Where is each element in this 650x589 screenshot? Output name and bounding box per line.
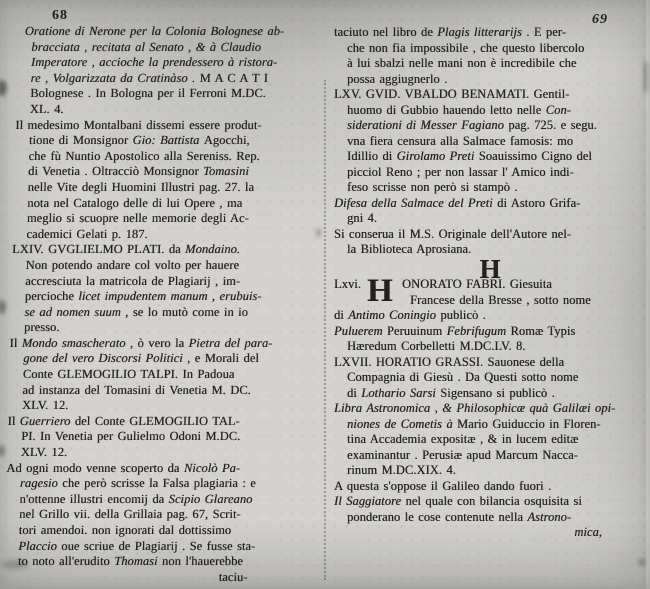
text-line [6,461,308,477]
catchword [334,525,646,541]
text-line [31,40,319,56]
roman-text-segment: XLV. 12. [20,445,68,460]
italic-text-segment: Il Saggiatore [334,494,406,508]
italic-text-segment: Guerriero [19,413,76,428]
text-line [334,355,646,371]
roman-text-segment: Il medesimo Montalbani dissemi essere produt- [15,117,262,132]
roman-text-segment: percioche [24,289,79,304]
roman-text-segment: H [479,253,501,284]
text-line [334,87,646,103]
roman-text-segment: Hæredum Corbelletti M.DC.LV. 8. [347,339,526,353]
roman-text-segment: publicò . [440,308,486,322]
roman-text-segment: Peruuinum [386,323,447,338]
roman-text-segment: possa aggiugnerlo . [347,71,448,86]
roman-text-segment: LXV. GVID. VBALDO BENAMATI. Gentil- [334,87,570,101]
italic-text-segment: Oratione di Nerone per la Colonia Bolognese ab- [24,24,285,38]
italic-text-segment: se ad nomen suum [24,304,122,319]
roman-text-segment: , e Morali del [186,351,260,366]
text-line [347,211,646,227]
roman-text-segment: del Conte GLEMOGILIO TAL- [74,413,240,428]
italic-text-segment: bracciata , recitata al Senato , & à Claudio [31,39,262,54]
italic-text-segment: licet impudentem manum , erubuis- [78,289,262,304]
italic-text-segment: ragesio [19,476,63,491]
roman-text-segment: di [347,385,362,400]
roman-text-segment: Romæ Typis [510,323,576,338]
roman-text-segment: Il [7,413,20,428]
text-line [25,274,313,290]
roman-text-segment: Si conserua il M.S. Originale dell'Autore nel- [334,226,572,241]
text-line [7,414,309,430]
italic-text-segment: Mondaino. [184,242,241,257]
roman-text-segment: presso. [23,320,60,335]
roman-text-segment: nel Grillo vii. della Grillaia pag. 67, Scrit- [18,507,241,522]
text-line [347,448,646,464]
text-line [347,149,646,165]
italic-text-segment: re , Volgarizzata da Cratinàso . [30,70,196,85]
column-divider-rule [324,80,326,580]
italic-text-segment: Placcio [18,538,62,553]
text-line [18,539,306,555]
roman-text-segment: to noto all'erudito [17,554,115,569]
text-line [28,149,316,165]
roman-text-segment: Francese della Bresse , sotto nome [410,292,591,307]
roman-text-segment: M A C A T I [195,70,269,85]
text-line [22,383,310,399]
text-line [23,351,311,367]
italic-text-segment: niones de Cometis à [347,416,458,431]
roman-text-segment: cademici Gelati p. 187. [26,226,148,241]
text-line [30,102,318,118]
text-line [334,324,646,340]
italic-text-segment: Gio: Battista [132,133,205,148]
roman-text-segment: gni 4. [347,211,378,225]
roman-text-segment: Conte GLEMOGILIO TALPI. In Padoua [22,367,235,382]
text-line [19,523,307,539]
italic-text-segment: Libra Astronomica , & Philosophicæ quà Galilæi opi- [334,401,616,415]
roman-text-segment: XLV. 12. [21,398,69,413]
roman-text-segment: n'ottenne illustri encomij da [19,491,169,506]
roman-text-segment: Idillio di [347,149,397,163]
roman-text-segment: la Biblioteca Aprosiana. [347,242,472,256]
page-edge-highlight [646,0,650,589]
text-line [31,55,319,71]
roman-text-segment: picciol Reno ; per non lassar l' Amico indi- [347,164,574,179]
roman-text-segment: tori amendoi. non ignorati dal dottissimo [18,523,232,537]
roman-text-segment: Il [9,335,23,350]
roman-text-segment: Bolognese . In Bologna per il Ferroni M.DC. [30,86,267,101]
entry-numeral: Lxvi. [334,277,361,291]
left-text-column [0,24,320,585]
roman-text-segment: . E per- [526,25,566,39]
text-line [334,196,646,212]
text-line [334,308,646,324]
roman-text-segment: accresciuta la matricola de Plagiarij , im- [25,273,241,288]
roman-text-segment: feso scrisse non però si stampò . [347,180,518,194]
roman-text-segment: di Astoro Grifa- [497,195,581,210]
text-line [27,196,315,212]
italic-text-segment: Girolamo Preti [396,149,479,163]
text-line [347,370,646,386]
italic-text-segment: Plagis litterarijs [437,25,527,39]
text-line [30,71,318,87]
roman-text-segment: Non potendo andare col volto per hauere [25,257,240,272]
text-line [25,258,313,274]
ink-smudge [316,228,321,237]
text-line [19,492,307,508]
dropcap-text [402,277,552,293]
italic-text-segment: Tomasini [202,164,250,179]
roman-text-segment: in Floren- [544,416,601,431]
roman-text-segment: taciu- [218,569,248,584]
ink-smudge [638,558,646,566]
italic-text-segment: Difesa della Salmace del Preti [334,195,498,210]
text-line [334,25,646,41]
roman-text-segment: LXVII. HORATIO GRASSI. Sauonese della [334,354,565,369]
italic-text-segment: Imperatore , accioche la prendessero à ristora- [30,55,278,70]
text-line [23,367,311,383]
text-line [24,305,312,321]
text-line [28,180,316,196]
text-line [347,386,646,402]
roman-text-segment: pag. 725. e segu. [508,118,597,132]
text-line [21,445,309,461]
page-number-right: 69 [592,12,608,27]
roman-text-segment: nota nel Catalogo delle di lui Opere , ma [27,195,243,210]
italic-text-segment: Febrifugum [446,323,511,338]
roman-text-segment: tina Accademia expositæ , & in lucem editæ [347,432,579,446]
text-line [347,510,646,526]
roman-text-segment: à lui sbalzi nelle mani non è incredibile che [347,56,577,70]
italic-text-segment: Astrono- [527,509,572,524]
text-line [29,133,317,149]
italic-text-segment: Pietra del para- [188,335,273,350]
text-line [347,432,646,448]
italic-text-segment: mica, [574,525,602,539]
italic-text-segment: Puluerem [334,323,387,338]
roman-text-segment: XL. 4. [29,101,64,116]
text-line [347,72,646,88]
roman-text-segment: A questa s'oppose il Galileo dando fuori . [334,478,552,493]
italic-text-segment: siderationi di Messer Fagiano [347,118,509,132]
roman-text-segment: ad instanza del Tomasini di Venetia M. DC. [22,382,252,397]
roman-text-segment: Soauissimo Cigno del [478,149,592,163]
roman-text-segment: che non fia impossibile , che questo libercolo [347,40,585,55]
roman-text-segment: ponderano le cose contenute nella [347,509,528,524]
text-line [334,494,646,510]
roman-text-segment: Sigensano si publicò . [440,385,555,400]
roman-text-segment: Compagnia di Giesù . Da Questi sotto nome [347,370,579,384]
roman-text-segment: tione di Monsignor [28,133,133,148]
roman-text-segment: oue scriue de Plagiarij . Se fusse sta- [61,538,256,553]
roman-text-segment: non l'hauerebbe [161,554,244,569]
italic-text-segment: Thomasi [114,554,163,569]
roman-text-segment: che però scrisse la Falsa plagiaria : e [62,476,257,491]
roman-text-segment: nel quale con bilancia osquisita si [405,494,582,508]
italic-text-segment: Con- [545,102,571,117]
text-line [347,134,646,150]
text-line [21,429,309,445]
roman-text-segment: PI. In Venetia per Gulielmo Odoni M.DC. [21,429,241,444]
italic-text-segment: Antimo Coningio [348,308,441,322]
text-line [30,86,318,102]
italic-text-segment: Nicolò Pa- [183,460,241,475]
roman-text-segment: examinantur . Perusiæ apud Marcum Nacca- [347,447,578,462]
roman-text-segment: ò vero la [132,335,189,350]
text-line [24,320,312,336]
roman-text-segment: di [334,308,349,322]
text-line [347,339,646,355]
italic-text-segment: Scipio Glareano [168,491,253,506]
roman-text-segment: huomo di Gubbio hauendo letto nelle [347,102,546,117]
roman-text-segment: Mario Guiduccio [457,416,545,431]
text-line [347,180,646,196]
roman-text-segment: Ad ogni modo venne scoperto da [6,460,185,475]
text-line [18,554,306,570]
text-line [9,336,311,352]
text-line [22,398,310,414]
text-line [347,103,646,119]
text-line [19,507,307,523]
text-line [20,476,308,492]
text-line [347,417,646,433]
text-line [25,24,320,40]
text-line [28,164,316,180]
right-text-column [334,25,646,541]
text-line [26,227,314,243]
roman-text-segment: LXIV. GVGLIELMO PLATI. da [11,242,186,257]
text-line [347,165,646,181]
roman-text-segment: taciuto nel libro de [334,25,438,39]
text-line [27,211,315,227]
roman-text-segment: vna fiera censura alla Salmace famosis: mo [347,133,574,148]
text-line [347,56,646,72]
roman-text-segment: nelle Vite degli Huomini Illustri pag. 27. la [27,179,255,194]
roman-text-segment: rinum M.DC.XIX. 4. [347,463,456,477]
text-line [347,118,646,134]
italic-text-segment: Mondo smascherato , [21,335,134,350]
text-line [347,41,646,57]
roman-text-segment: , se lo mutò come in io [120,304,249,319]
ink-smudge [0,80,7,96]
dropcap-letter: H [367,273,393,309]
text-line [15,118,317,134]
italic-text-segment: Lothario Sarsi [361,385,441,400]
text-line [12,242,314,258]
text-line [410,293,646,309]
roman-text-segment: che fù Nuntio Apostolico alla Sereniss. Rep. [28,148,260,163]
page-number-left: 68 [52,8,68,23]
text-line [334,227,646,243]
catchword [0,570,306,586]
roman-text-segment: di Venetia . Oltracciò Monsignor [27,164,204,179]
text-line [25,289,313,305]
text-line [334,479,646,495]
roman-text-segment: meglio si scuopre nelle memorie degli Ac- [26,211,249,226]
roman-text-segment: ONORATO FABRI. Giesuita [402,277,552,291]
roman-text-segment: Agocchi, [203,133,250,148]
text-line [334,401,646,417]
italic-text-segment: gone del vero Discorsi Politici [23,351,188,366]
text-line [347,463,646,479]
